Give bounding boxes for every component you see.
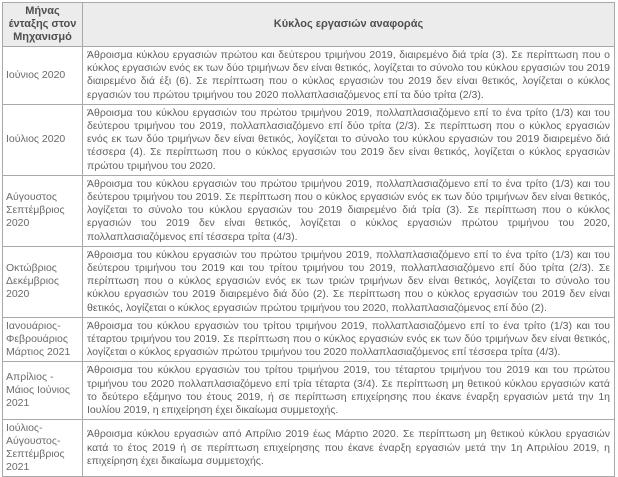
table-row: [3, 175, 615, 246]
table-body: [3, 47, 615, 477]
month-cell: Αύγουστος Σεπτέμβριος 2020: [3, 175, 83, 246]
table-row: [3, 47, 615, 105]
table-row: [3, 420, 615, 477]
description-cell: Άθροισμα του κύκλου εργασιών του πρώτου τριμήνου 2019, πολλαπλασιαζόμενο επί το ένα τρίτο (1/3) και του δεύτερου τριμήνου του 2019 και του τρίτου τριμήνου του 2019, πολλαπλασιαζόμενο επί δύο τρίτα (2/3). Σε περίπτωση που ο κύκλος εργασιών ενός εκ των τριών τριμήνων δεν είναι θετικός, λογίζεται το σύνολο του κύκλου εργασιών του 2019 διαιρεμένο διά δύο (2). Σε περίπτωση που ο κύκλος εργασιών του 2019 δεν είναι θετικός, λογίζεται ο κύκλος εργασιών πρώτου τριμήνου του 2020, πολλαπλασιαζόμενος επί δύο (2).: [83, 246, 615, 317]
table-row: [3, 317, 615, 362]
description-cell: Άθροισμα του κύκλου εργασιών του τρίτου τριμήνου 2019, πολλαπλασιαζόμενο επί το ένα τρίτο (1/3) και του τέταρτου τριμήνου του 2019. Σε περίπτωση που ο κύκλος εργασιών ενός εκ των δύο τριμήνων δεν είναι θετικός, λογίζεται ο κύκλος εργασιών πρώτου τριμήνου του 2020 πολλαπλασιαζόμενος επί τέσσερα τρίτα (4/3).: [83, 317, 615, 362]
month-cell: Ιούλιος 2020: [3, 104, 83, 175]
month-cell: Ιούλιος- Αύγουστος- Σεπτέμβριος 2021: [3, 420, 83, 477]
month-cell: Οκτώβριος Δεκέμβριος 2020: [3, 246, 83, 317]
description-cell: Άθροισμα κύκλου εργασιών πρώτου και δεύτερου τριμήνου 2019, διαιρεμένο διά τρία (3). Σε περίπτωση που ο κύκλος εργασιών ενός εκ των δύο τριμήνων δεν είναι θετικός, λογίζεται το σύνολο του κύκλου εργασιών του 2019 διαιρεμένο διά έξι (6). Σε περίπτωση που ο κύκλος εργασιών του 2019 δεν είναι θετικός, λογίζεται ο κύκλος εργασιών του πρώτου τριμήνου του 2020 πολλαπλασιαζόμενος επί τα δύο τρίτα (2/3).: [83, 47, 615, 105]
description-cell: Άθροισμα του κύκλου εργασιών του τρίτου τριμήνου 2019, του τέταρτου τριμήνου του 2019 και του πρώτου τριμήνου του 2020 πολλαπλασιαζόμενο επί τρία τέταρτα (3/4). Σε περίπτωση μη θετικού κύκλου εργασιών κατά το δεύτερο εξάμηνο του έτους 2019, ή σε περίπτωση επιχείρησης που έκανε έναρξη εργασιών μετά την 1η Ιουλίου 2019, η επιχείρηση έχει δικαίωμα συμμετοχής.: [83, 362, 615, 420]
description-cell: Άθροισμα κύκλου εργασιών από Απρίλιο 2019 έως Μάρτιο 2020. Σε περίπτωση μη θετικού κύκλου εργασιών κατά το έτος 2019 ή σε περίπτωση επιχείρησης που έκανε έναρξη εργασιών μετά την 1η Απριλίου 2019, η επιχείρηση έχει δικαίωμα συμμετοχής.: [83, 420, 615, 477]
month-cell: Ιούνιος 2020: [3, 47, 83, 105]
column-header-reference-turnover: Κύκλος εργασιών αναφοράς: [83, 3, 615, 47]
month-cell: Απρίλιος - Μάιος Ιούνιος 2021: [3, 362, 83, 420]
reference-turnover-table: [2, 2, 615, 477]
table-header: [3, 3, 615, 47]
table-row: [3, 362, 615, 420]
description-cell: Άθροισμα του κύκλου εργασιών του πρώτου τριμήνου 2019, πολλαπλασιαζόμενο επί το ένα τρίτο (1/3) και του δεύτερου τριμήνου του 2019. Σε περίπτωση που ο κύκλος εργασιών ενός εκ των δύο τριμήνων δεν είναι θετικός, λογίζεται το σύνολο του κύκλου εργασιών του 2019 διαιρεμένο διά τρία (3). Σε περίπτωση που ο κύκλος εργασιών του 2019 δεν είναι θετικός, λογίζεται ο κύκλος εργασιών πρώτου τριμήνου του 2020, πολλαπλασιαζόμενος επί τέσσερα τρίτα (4/3).: [83, 175, 615, 246]
header-row: [3, 3, 615, 47]
table-row: [3, 246, 615, 317]
month-cell: Ιανουάριος- Φεβρουάριος Μάρτιος 2021: [3, 317, 83, 362]
description-cell: Άθροισμα του κύκλου εργασιών του πρώτου τριμήνου 2019, πολλαπλασιαζόμενο επί το ένα τρίτο (1/3) και του δεύτερου τριμήνου του 2019, πολλαπλασιαζόμενο επί δύο τρίτα (2/3). Σε περίπτωση που ο κύκλος εργασιών ενός εκ των δύο τριμήνων δεν είναι θετικός, λογίζεται το σύνολο του κύκλου εργασιών του 2019 διαιρεμένο διά τέσσερα (4). Σε περίπτωση που ο κύκλος εργασιών του 2019 δεν είναι θετικός, λογίζεται ο κύκλος εργασιών πρώτου τριμήνου του 2020.: [83, 104, 615, 175]
column-header-entry-month: Μήνας ένταξης στον Μηχανισμό: [3, 3, 83, 47]
table-row: [3, 104, 615, 175]
